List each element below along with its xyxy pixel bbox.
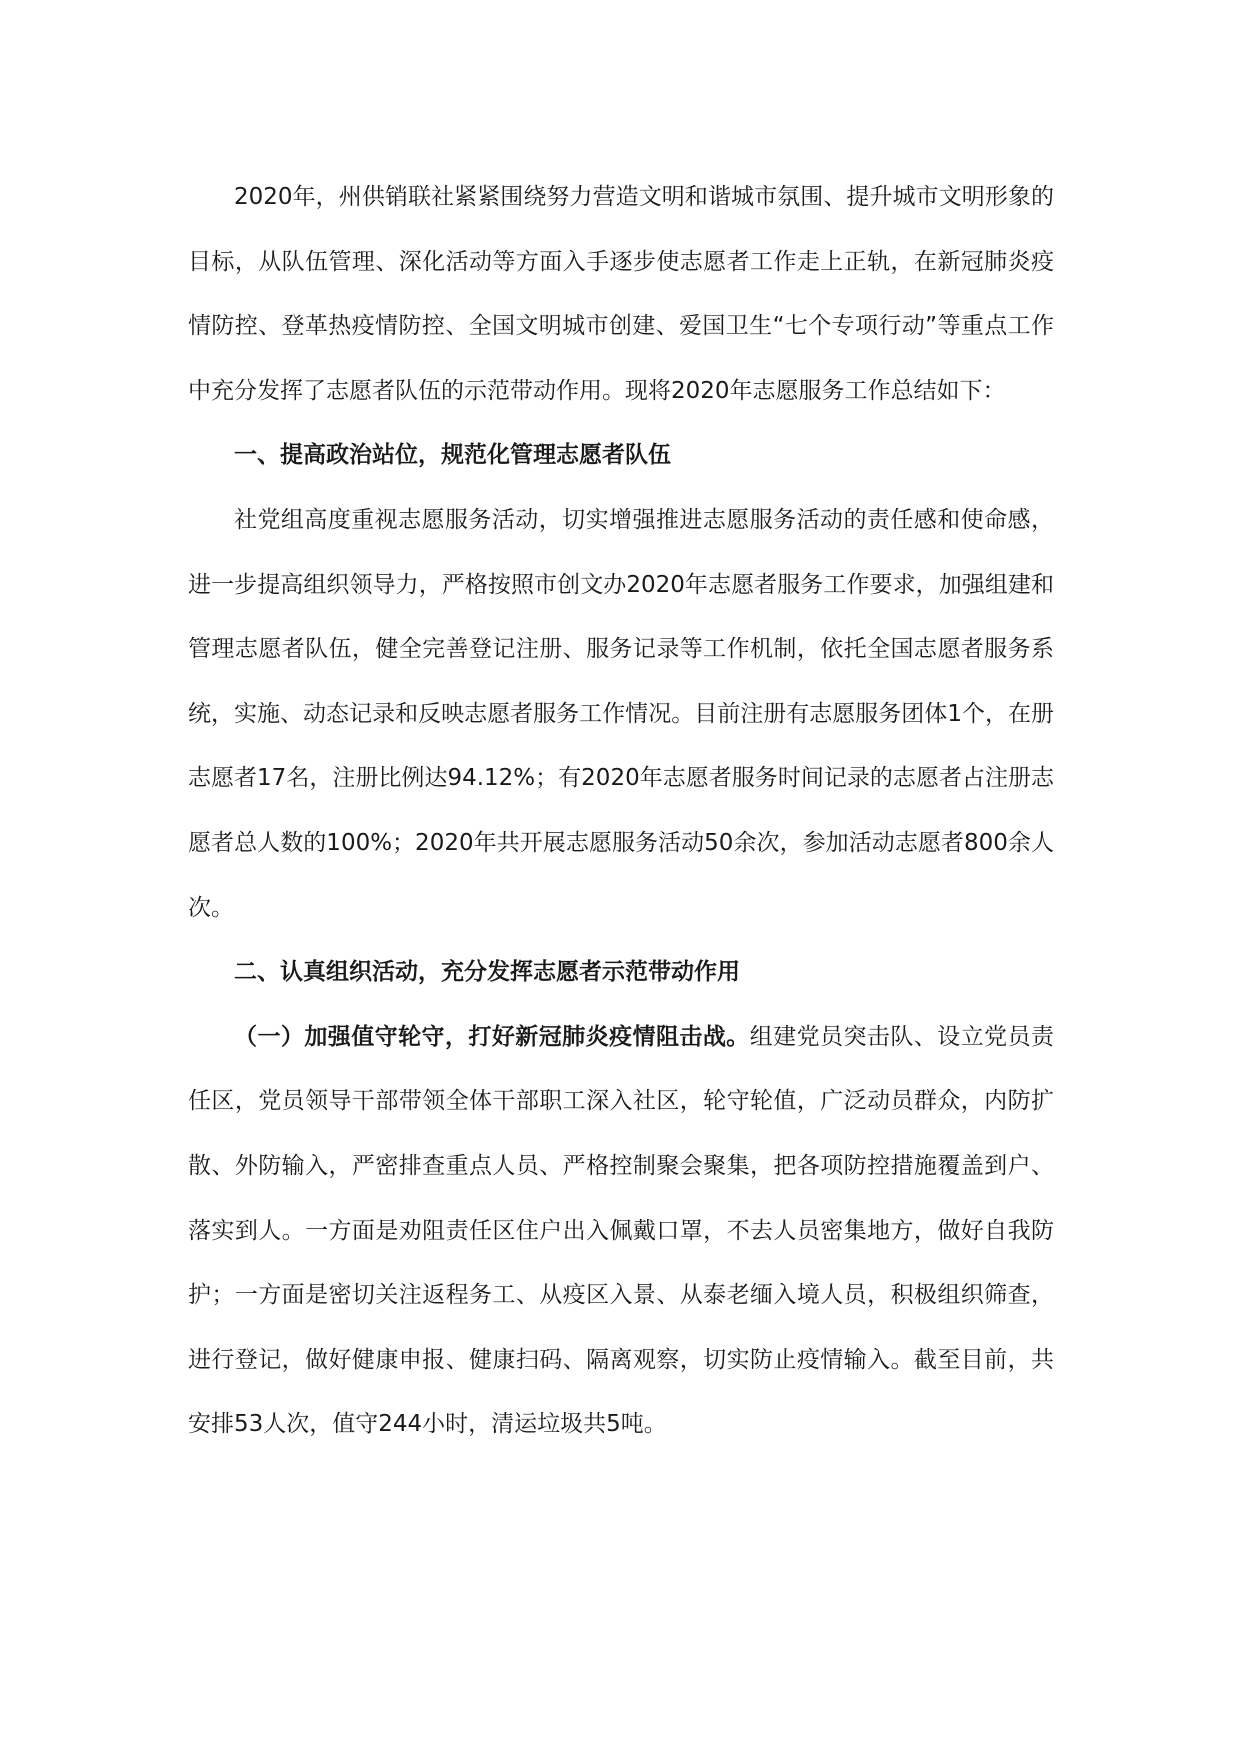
document-body — [188, 165, 1054, 1457]
subsection-1-body: 组建党员突击队、设立党员责任区，党员领导干部带领全体干部职工深入社区，轮守轮值，广泛动员群众，内防扩散、外防输入，严密排查重点人员、严格控制聚会聚集，把各项防控措施覆盖到户、落实到人。一方面是劝阻责任区住户出入佩戴口罩，不去人员密集地方，做好自我防护；一方面是密切关注返程务工、从疫区入景、从泰老缅入境人员，积极组织筛查，进行登记，做好健康申报、健康扫码、隔离观察，切实防止疫情输入。截至目前，共安排53人次，值守244小时，清运垃圾共5吨。 — [188, 1023, 1055, 1438]
section-1-paragraph: 社党组高度重视志愿服务活动，切实增强推进志愿服务活动的责任感和使命感，进一步提高组织领导力，严格按照市创文办2020年志愿者服务工作要求，加强组建和管理志愿者队伍，健全完善登记注册、服务记录等工作机制，依托全国志愿者服务系统，实施、动态记录和反映志愿者服务工作情况。目前注册有志愿服务团体1个，在册志愿者17名，注册比例达94.12%；有2020年志愿者服务时间记录的志愿者占注册志愿者总人数的100%；2020年共开展志愿服务活动50余次，参加活动志愿者800余人次。 — [188, 506, 1054, 921]
intro-paragraph: 2020年，州供销联社紧紧围绕努力营造文明和谐城市氛围、提升城市文明形象的目标，从队伍管理、深化活动等方面入手逐步使志愿者工作走上正轨，在新冠肺炎疫情防控、登革热疫情防控、全国文明城市创建、爱国卫生“七个专项行动”等重点工作中充分发挥了志愿者队伍的示范带动作用。现将2020年志愿服务工作总结如下： — [188, 184, 1054, 404]
subsection-1-paragraph — [188, 1005, 1054, 1457]
section-heading-2: 二、认真组织活动，充分发挥志愿者示范带动作用 — [234, 959, 740, 986]
section-heading-1: 一、提高政治站位，规范化管理志愿者队伍 — [234, 442, 671, 469]
subsection-1-lead: （一）加强值守轮守，打好新冠肺炎疫情阻击战。 — [234, 1023, 750, 1050]
